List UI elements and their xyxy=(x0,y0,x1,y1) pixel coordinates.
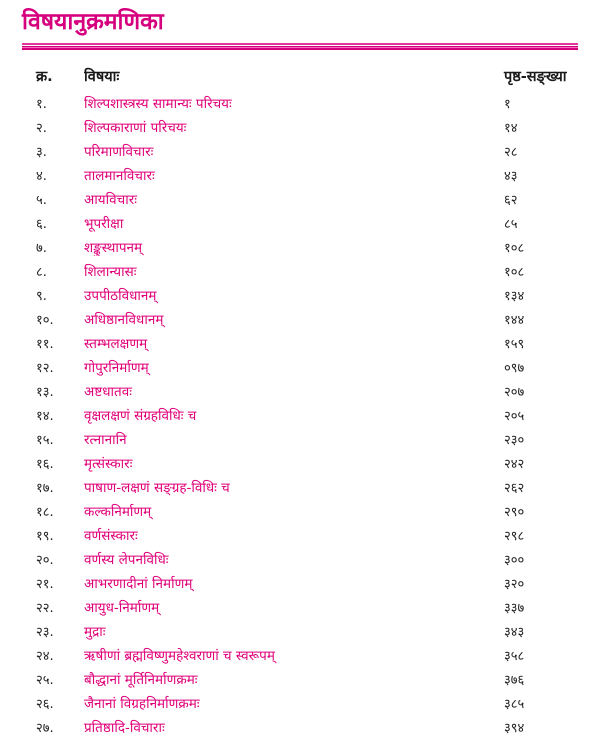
cell-page-number: ३०० xyxy=(504,553,525,568)
cell-subject-title[interactable]: ऋषीणां ब्रह्मविष्णुमहेश्वराणां च स्वरूपम् xyxy=(84,648,275,664)
table-row[interactable] xyxy=(0,166,600,190)
column-header-subject: विषयाः xyxy=(84,69,120,85)
title-divider xyxy=(22,43,578,50)
cell-subject-title[interactable]: प्रतिष्ठादि-विचाराः xyxy=(84,720,165,736)
cell-page-number: २३० xyxy=(504,433,525,448)
table-row[interactable] xyxy=(0,598,600,622)
cell-serial-number: १. xyxy=(36,97,47,112)
table-row[interactable] xyxy=(0,406,600,430)
cell-serial-number: ५. xyxy=(36,193,47,208)
title-block xyxy=(0,0,600,36)
toc-body xyxy=(0,94,600,742)
table-row[interactable] xyxy=(0,430,600,454)
cell-serial-number: ३. xyxy=(36,145,47,160)
cell-subject-title[interactable]: जैनानां विग्रहनिर्माणक्रमः xyxy=(84,696,200,712)
cell-subject-title[interactable]: वर्णस्य लेपनविधिः xyxy=(84,552,169,568)
cell-serial-number: ८. xyxy=(36,265,47,280)
table-header-row xyxy=(0,66,600,94)
cell-serial-number: २३. xyxy=(36,625,54,640)
table-row[interactable] xyxy=(0,502,600,526)
table-row[interactable] xyxy=(0,94,600,118)
cell-serial-number: १५. xyxy=(36,433,54,448)
table-row[interactable] xyxy=(0,334,600,358)
cell-page-number: १४ xyxy=(504,121,518,136)
cell-serial-number: ६. xyxy=(36,217,47,232)
divider-line-thick xyxy=(22,46,578,50)
cell-serial-number: ४. xyxy=(36,169,47,184)
cell-subject-title[interactable]: आयविचारः xyxy=(84,192,137,208)
table-row[interactable] xyxy=(0,310,600,334)
cell-page-number: २९० xyxy=(504,505,525,520)
cell-serial-number: २. xyxy=(36,121,47,136)
cell-page-number: १४४ xyxy=(504,313,525,328)
cell-subject-title[interactable]: स्तम्भलक्षणम् xyxy=(84,336,148,352)
cell-subject-title[interactable]: शिल्पकाराणां परिचयः xyxy=(84,120,187,136)
cell-subject-title[interactable]: पाषाण-लक्षणं सङ्ग्रह-विधिः च xyxy=(84,480,230,496)
cell-subject-title[interactable]: आयुध-निर्माणम् xyxy=(84,600,160,616)
cell-subject-title[interactable]: बौद्धानां मूर्तिनिर्माणक्रमः xyxy=(84,672,198,688)
toc-table xyxy=(0,66,600,742)
table-row[interactable] xyxy=(0,142,600,166)
cell-page-number: ३२० xyxy=(504,577,525,592)
cell-page-number: १३४ xyxy=(504,289,525,304)
cell-serial-number: २२. xyxy=(36,601,54,616)
cell-subject-title[interactable]: मृत्संस्कारः xyxy=(84,456,133,472)
table-row[interactable] xyxy=(0,286,600,310)
cell-serial-number: २५. xyxy=(36,673,54,688)
cell-subject-title[interactable]: आभरणादीनां निर्माणम् xyxy=(84,576,193,592)
cell-subject-title[interactable]: गोपुरनिर्माणम् xyxy=(84,360,149,376)
cell-subject-title[interactable]: वर्णसंस्कारः xyxy=(84,528,138,544)
cell-subject-title[interactable]: परिमाणविचारः xyxy=(84,144,154,160)
cell-page-number: २०५ xyxy=(504,409,525,424)
cell-serial-number: ७. xyxy=(36,241,47,256)
cell-serial-number: १७. xyxy=(36,481,54,496)
cell-page-number: १०८ xyxy=(504,241,525,256)
cell-page-number: २०७ xyxy=(504,385,525,400)
cell-serial-number: १०. xyxy=(36,313,54,328)
table-row[interactable] xyxy=(0,214,600,238)
cell-serial-number: १४. xyxy=(36,409,54,424)
cell-page-number: ८५ xyxy=(504,217,518,232)
cell-serial-number: १२. xyxy=(36,361,54,376)
table-row[interactable] xyxy=(0,358,600,382)
cell-serial-number: १६. xyxy=(36,457,54,472)
table-row[interactable] xyxy=(0,694,600,718)
cell-page-number: ३४३ xyxy=(504,625,525,640)
cell-subject-title[interactable]: भूपरीक्षा xyxy=(84,216,124,232)
cell-serial-number: २४. xyxy=(36,649,54,664)
cell-subject-title[interactable]: मुद्राः xyxy=(84,624,106,640)
cell-page-number: ६२ xyxy=(504,193,518,208)
cell-page-number: २६२ xyxy=(504,481,525,496)
cell-page-number: २४२ xyxy=(504,457,525,472)
cell-serial-number: १८. xyxy=(36,505,54,520)
column-header-serial: क्र. xyxy=(36,69,53,85)
cell-serial-number: १३. xyxy=(36,385,54,400)
cell-page-number: ४३ xyxy=(504,169,518,184)
cell-page-number: ३५८ xyxy=(504,649,525,664)
column-header-page: पृष्ठ-सङ्ख्या xyxy=(504,69,567,85)
cell-page-number: ०९७ xyxy=(504,361,525,376)
cell-serial-number: ९. xyxy=(36,289,47,304)
cell-page-number: २९८ xyxy=(504,529,525,544)
cell-page-number: ३७६ xyxy=(504,673,525,688)
table-row[interactable] xyxy=(0,118,600,142)
table-row[interactable] xyxy=(0,382,600,406)
cell-serial-number: २६. xyxy=(36,697,54,712)
cell-serial-number: ११. xyxy=(36,337,54,352)
table-row[interactable] xyxy=(0,262,600,286)
cell-subject-title[interactable]: अष्टधातवः xyxy=(84,384,132,400)
table-row[interactable] xyxy=(0,190,600,214)
table-row[interactable] xyxy=(0,574,600,598)
cell-serial-number: २७. xyxy=(36,721,54,736)
cell-page-number: १ xyxy=(504,97,511,112)
cell-serial-number: २१. xyxy=(36,577,54,592)
table-row[interactable] xyxy=(0,670,600,694)
table-row[interactable] xyxy=(0,718,600,742)
cell-subject-title[interactable]: उपपीठविधानम् xyxy=(84,288,157,304)
cell-subject-title[interactable]: शिल्पशास्त्रस्य सामान्यः परिचयः xyxy=(84,96,232,112)
cell-page-number: ३८५ xyxy=(504,697,525,712)
cell-subject-title[interactable]: रत्नानानि xyxy=(84,432,127,448)
table-row[interactable] xyxy=(0,526,600,550)
table-row[interactable] xyxy=(0,550,600,574)
cell-page-number: ३३७ xyxy=(504,601,525,616)
cell-subject-title[interactable]: कल्कनिर्माणम् xyxy=(84,504,152,520)
cell-subject-title[interactable]: शिलान्यासः xyxy=(84,264,137,280)
table-row[interactable] xyxy=(0,646,600,670)
table-row[interactable] xyxy=(0,238,600,262)
cell-serial-number: २०. xyxy=(36,553,54,568)
cell-serial-number: १९. xyxy=(36,529,54,544)
cell-subject-title[interactable]: अधिष्ठानविधानम् xyxy=(84,312,164,328)
cell-subject-title[interactable]: शङ्कुस्थापनम् xyxy=(84,240,143,256)
cell-subject-title[interactable]: तालमानविचारः xyxy=(84,168,155,184)
table-row[interactable] xyxy=(0,454,600,478)
cell-page-number: २८ xyxy=(504,145,518,160)
page-title: विषयानुक्रमणिका xyxy=(22,9,164,35)
cell-page-number: ३९४ xyxy=(504,721,525,736)
table-row[interactable] xyxy=(0,478,600,502)
cell-page-number: १५९ xyxy=(504,337,525,352)
table-row[interactable] xyxy=(0,622,600,646)
cell-page-number: १०८ xyxy=(504,265,525,280)
cell-subject-title[interactable]: वृक्षलक्षणं संग्रहविधिः च xyxy=(84,408,197,424)
